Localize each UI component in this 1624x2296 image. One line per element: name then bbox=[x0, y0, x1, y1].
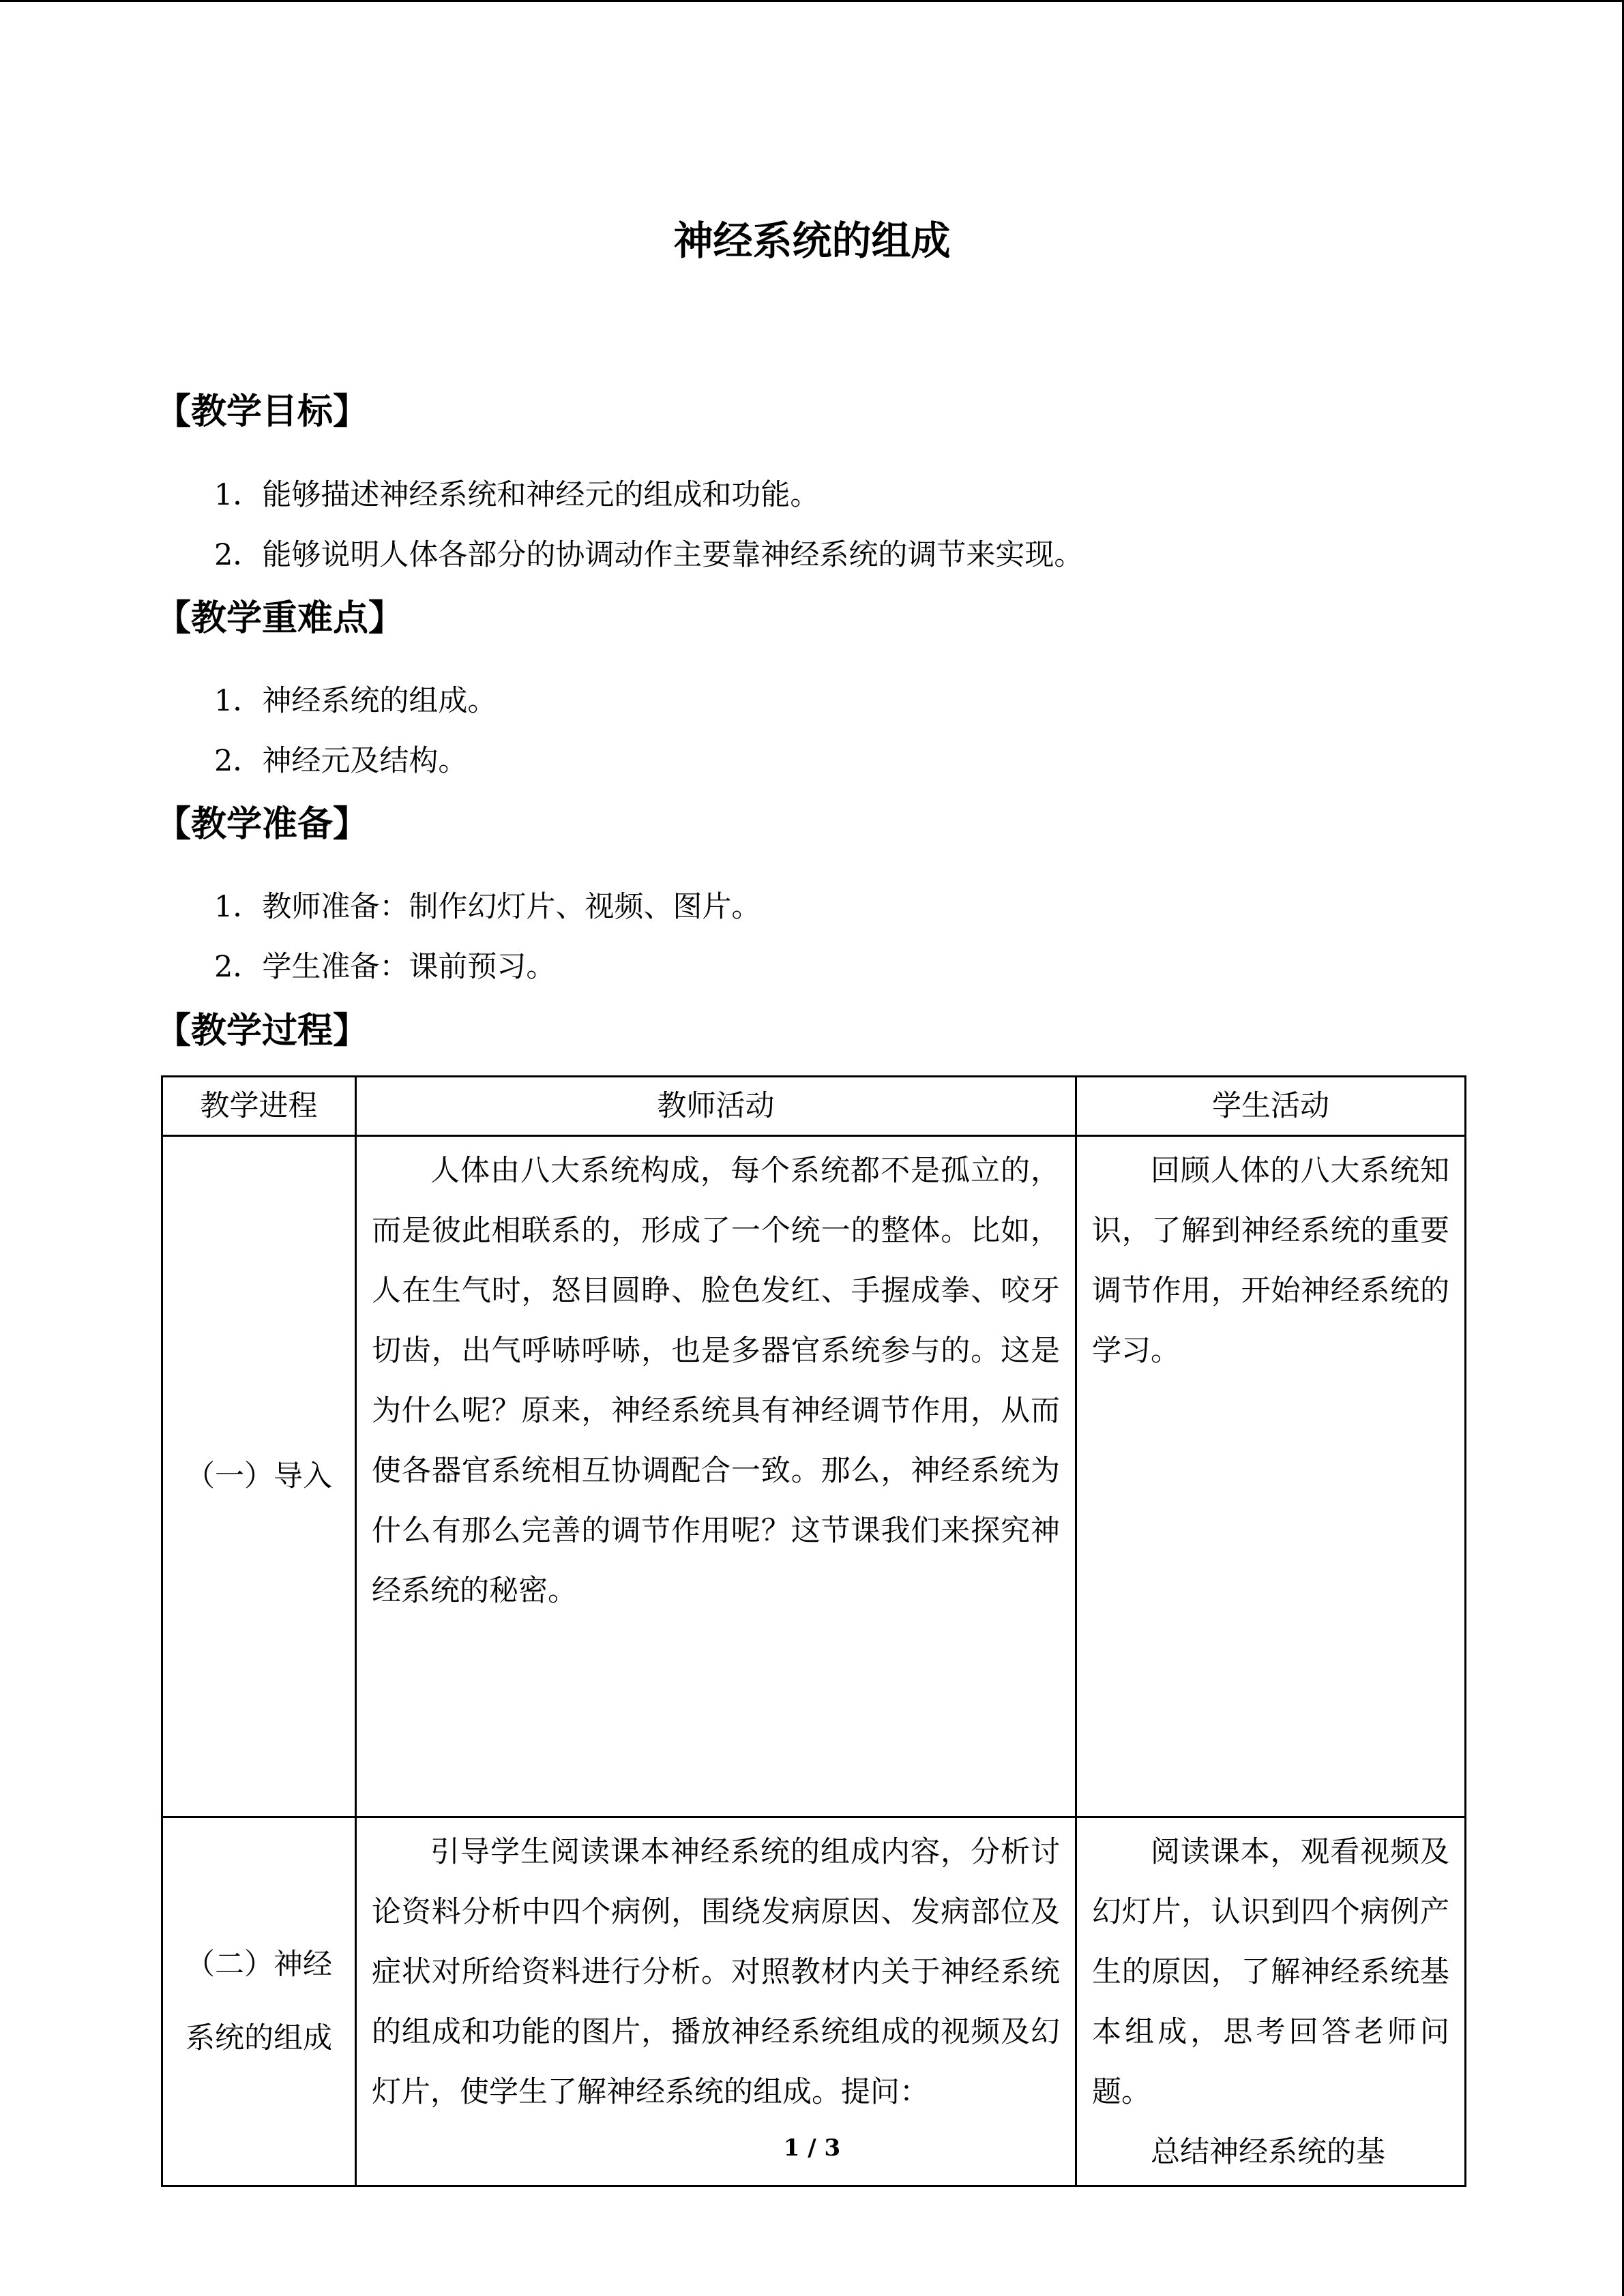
preparation-item-2: 2．学生准备：课前预习。 bbox=[214, 950, 556, 984]
section-heading-preparation: 【教学准备】 bbox=[156, 803, 369, 845]
page-number: 1 / 3 bbox=[783, 2134, 841, 2162]
objective-item-1: 1．能够描述神经系统和神经元的组成和功能。 bbox=[214, 478, 820, 512]
objective-item-2: 2．能够说明人体各部分的协调动作主要靠神经系统的调节来实现。 bbox=[214, 538, 1084, 572]
section-heading-objectives: 【教学目标】 bbox=[156, 391, 369, 432]
teacher-activity-text: 引导学生阅读课本神经系统的组成内容，分析讨论资料分析中四个病例，围绕发病原因、发病部位及症状对所给资料进行分析。对照教材内关于神经系统的组成和功能的图片，播放神经系统组成的视频及幻灯片，使学生了解神经系统的组成。提问： bbox=[372, 1835, 1060, 2109]
table-row bbox=[162, 1136, 1466, 1817]
preparation-item-1: 1．教师准备：制作幻灯片、视频、图片。 bbox=[214, 890, 761, 924]
teacher-activity-text: 人体由八大系统构成，每个系统都不是孤立的，而是彼此相联系的，形成了一个统一的整体。比如，人在生气时，怒目圆睁、脸色发红、手握成拳、咬牙切齿，出气呼哧呼哧，也是多器官系统参与的。这是为什么呢？原来，神经系统具有神经调节作用，从而使各器官系统相互协调配合一致。那么，神经系统为什么有那么完善的调节作用呢？这节课我们来探究神经系统的秘密。 bbox=[372, 1154, 1060, 1608]
key-point-item-1: 1．神经系统的组成。 bbox=[214, 684, 497, 718]
student-activity-text: 总结神经系统的基 bbox=[1151, 2135, 1385, 2169]
student-activity-text: 回顾人体的八大系统知识，了解到神经系统的重要调节作用，开始神经系统的学习。 bbox=[1092, 1154, 1449, 1368]
key-point-item-2: 2．神经元及结构。 bbox=[214, 744, 468, 778]
column-header-stage: 教学进程 bbox=[162, 1077, 356, 1136]
section-heading-process: 【教学过程】 bbox=[156, 1010, 369, 1052]
table-header-row bbox=[162, 1077, 1466, 1136]
teacher-activity-cell bbox=[356, 1136, 1076, 1817]
stage-cell: （二）神经系统的组成 bbox=[162, 1817, 356, 2186]
column-header-student-activity: 学生活动 bbox=[1076, 1077, 1466, 1136]
document-title: 神经系统的组成 bbox=[673, 218, 951, 264]
column-header-teacher-activity: 教师活动 bbox=[356, 1077, 1076, 1136]
student-activity-cell bbox=[1076, 1136, 1466, 1817]
section-heading-key-points: 【教学重难点】 bbox=[156, 597, 404, 639]
teaching-process-table bbox=[161, 1075, 1466, 2187]
student-activity-text: 阅读课本，观看视频及幻灯片，认识到四个病例产生的原因，了解神经系统基本组成，思考回答老师问题。 bbox=[1092, 1835, 1449, 2109]
stage-cell: （一）导入 bbox=[162, 1136, 356, 1817]
page-top-border bbox=[0, 0, 1624, 2]
